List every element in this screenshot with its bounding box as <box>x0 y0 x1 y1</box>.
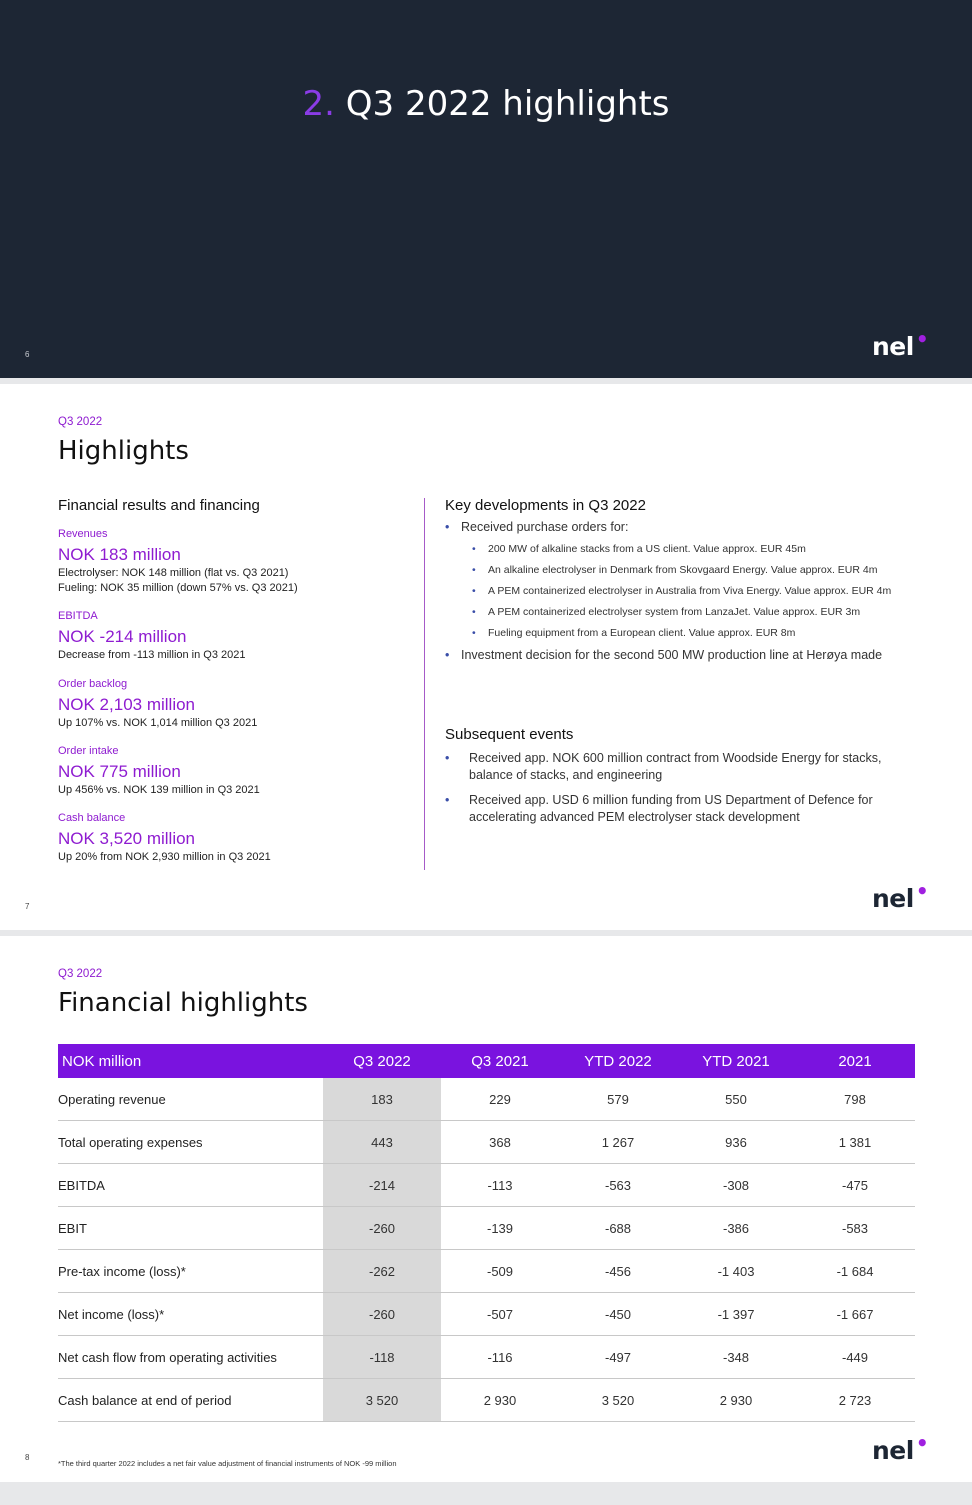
slide-kicker: Q3 2022 <box>58 416 103 428</box>
table-cell: -583 <box>795 1207 915 1250</box>
table-row <box>58 1379 915 1422</box>
table-row <box>58 1078 915 1121</box>
table-row <box>58 1336 915 1379</box>
table-cell: -118 <box>323 1336 441 1379</box>
table-cell: 2 930 <box>441 1379 559 1422</box>
table-cell: -1 684 <box>795 1250 915 1293</box>
table-cell: 2 723 <box>795 1379 915 1422</box>
footnote: *The third quarter 2022 includes a net fair value adjustment of financial instruments of NOK -99 million <box>58 1459 397 1468</box>
page-title: Financial highlights <box>58 988 308 1018</box>
table-row <box>58 1250 915 1293</box>
table-row <box>58 1207 915 1250</box>
table-cell: -260 <box>323 1293 441 1336</box>
metric-order-backlog <box>58 678 418 731</box>
list-item: • An alkaline electrolyser in Denmark from Skovgaard Energy. Value approx. EUR 4m <box>445 564 935 576</box>
highlights-slide <box>0 384 972 930</box>
subsequent-events-list <box>445 750 915 834</box>
table-cell: 229 <box>441 1078 559 1121</box>
table-cell: -260 <box>323 1207 441 1250</box>
page-title: Highlights <box>58 436 189 466</box>
row-label: Pre-tax income (loss)* <box>58 1250 323 1293</box>
metric-value: NOK 2,103 million <box>58 695 196 714</box>
row-label: EBITDA <box>58 1164 323 1207</box>
table-row <box>58 1293 915 1336</box>
table-cell: -475 <box>795 1164 915 1207</box>
table-cell: -563 <box>559 1164 677 1207</box>
metric-cash-balance <box>58 812 418 865</box>
table-row <box>58 1121 915 1164</box>
nel-logo <box>872 327 929 361</box>
table-cell: -688 <box>559 1207 677 1250</box>
table-header-row <box>58 1044 915 1078</box>
metric-description: Fueling: NOK 35 million (down 57% vs. Q3 2021) <box>58 582 298 594</box>
table-cell: 3 520 <box>323 1379 441 1422</box>
table-cell: 183 <box>323 1078 441 1121</box>
table-cell: -113 <box>441 1164 559 1207</box>
table-cell: 579 <box>559 1078 677 1121</box>
key-developments-title: Key developments in Q3 2022 <box>445 497 646 514</box>
column-header: 2021 <box>795 1044 915 1078</box>
list-item: • A PEM containerized electrolyser system from LanzaJet. Value approx. EUR 3m <box>445 606 935 618</box>
page-number: 7 <box>25 902 30 911</box>
subsequent-events-title: Subsequent events <box>445 726 574 743</box>
table-cell: -214 <box>323 1164 441 1207</box>
title-slide <box>0 0 972 378</box>
metric-label: Order intake <box>58 745 119 757</box>
column-divider <box>424 498 425 870</box>
logo-dot-icon: • <box>915 879 929 903</box>
table-cell: 3 520 <box>559 1379 677 1422</box>
row-label: EBIT <box>58 1207 323 1250</box>
column-header: YTD 2022 <box>559 1044 677 1078</box>
table-cell: -450 <box>559 1293 677 1336</box>
column-header: Q3 2021 <box>441 1044 559 1078</box>
metric-value: NOK 3,520 million <box>58 829 196 848</box>
slide-title-text: Q3 2022 highlights <box>345 84 670 124</box>
table-row <box>58 1164 915 1207</box>
table-cell: -449 <box>795 1336 915 1379</box>
table-cell: -386 <box>677 1207 795 1250</box>
metric-label: EBITDA <box>58 610 98 622</box>
row-label: Net cash flow from operating activities <box>58 1336 323 1379</box>
financial-table <box>58 1044 915 1422</box>
list-item: • Received app. USD 6 million funding from US Department of Defence for accelerating advanced PEM electrolyser stack development <box>445 792 915 826</box>
metric-value: NOK 775 million <box>58 762 181 781</box>
table-cell: 798 <box>795 1078 915 1121</box>
row-label: Net income (loss)* <box>58 1293 323 1336</box>
column-header: Q3 2022 <box>323 1044 441 1078</box>
metric-description: Up 107% vs. NOK 1,014 million Q3 2021 <box>58 717 258 729</box>
metric-order-intake <box>58 745 418 798</box>
metric-description: Electrolyser: NOK 148 million (flat vs. Q3 2021) <box>58 567 289 579</box>
row-label: Operating revenue <box>58 1078 323 1121</box>
page-number: 8 <box>25 1453 30 1462</box>
table-cell: -262 <box>323 1250 441 1293</box>
table-cell: 1 381 <box>795 1121 915 1164</box>
list-item: • 200 MW of alkaline stacks from a US client. Value approx. EUR 45m <box>445 543 935 555</box>
logo-text: nel <box>872 1436 914 1465</box>
logo-dot-icon: • <box>915 327 929 351</box>
table-cell: 368 <box>441 1121 559 1164</box>
metric-label: Cash balance <box>58 812 126 824</box>
metric-revenues <box>58 528 418 596</box>
table-cell: -509 <box>441 1250 559 1293</box>
table-cell: -497 <box>559 1336 677 1379</box>
key-developments-list <box>445 520 935 671</box>
metric-description: Decrease from -113 million in Q3 2021 <box>58 649 246 661</box>
logo-text: nel <box>872 332 914 361</box>
table-cell: -507 <box>441 1293 559 1336</box>
table-cell: 550 <box>677 1078 795 1121</box>
table-cell: -116 <box>441 1336 559 1379</box>
table-cell: -348 <box>677 1336 795 1379</box>
row-label: Cash balance at end of period <box>58 1379 323 1422</box>
table-cell: 2 930 <box>677 1379 795 1422</box>
financial-highlights-slide <box>0 936 972 1482</box>
list-item: • Received app. NOK 600 million contract from Woodside Energy for stacks, balance of stacks, and engineering <box>445 750 915 784</box>
list-item: • Received purchase orders for: <box>445 520 935 534</box>
table-cell: -139 <box>441 1207 559 1250</box>
table-cell: -1 397 <box>677 1293 795 1336</box>
nel-logo <box>872 1431 929 1465</box>
metric-label: Revenues <box>58 528 108 540</box>
list-item: • A PEM containerized electrolyser in Australia from Viva Energy. Value approx. EUR 4m <box>445 585 935 597</box>
nel-logo <box>872 879 929 913</box>
table-cell: 936 <box>677 1121 795 1164</box>
metric-description: Up 20% from NOK 2,930 million in Q3 2021 <box>58 851 271 863</box>
metric-description: Up 456% vs. NOK 139 million in Q3 2021 <box>58 784 260 796</box>
table-cell: -1 667 <box>795 1293 915 1336</box>
slide-title-number: 2. <box>302 84 335 124</box>
metric-value: NOK -214 million <box>58 627 187 646</box>
metric-value: NOK 183 million <box>58 545 181 564</box>
table-cell: -456 <box>559 1250 677 1293</box>
list-item: • Fueling equipment from a European client. Value approx. EUR 8m <box>445 627 935 639</box>
logo-dot-icon: • <box>915 1431 929 1455</box>
table-cell: -1 403 <box>677 1250 795 1293</box>
financial-results-title: Financial results and financing <box>58 497 260 514</box>
list-item: • Investment decision for the second 500 MW production line at Herøya made <box>445 648 935 662</box>
table-cell: 1 267 <box>559 1121 677 1164</box>
metric-ebitda <box>58 610 418 663</box>
page-number: 6 <box>25 350 30 359</box>
slide-kicker: Q3 2022 <box>58 968 103 980</box>
slide-title <box>0 84 972 124</box>
row-label: Total operating expenses <box>58 1121 323 1164</box>
logo-text: nel <box>872 884 914 913</box>
table-cell: -308 <box>677 1164 795 1207</box>
column-header: NOK million <box>58 1044 323 1078</box>
metric-label: Order backlog <box>58 678 128 690</box>
column-header: YTD 2021 <box>677 1044 795 1078</box>
table-cell: 443 <box>323 1121 441 1164</box>
